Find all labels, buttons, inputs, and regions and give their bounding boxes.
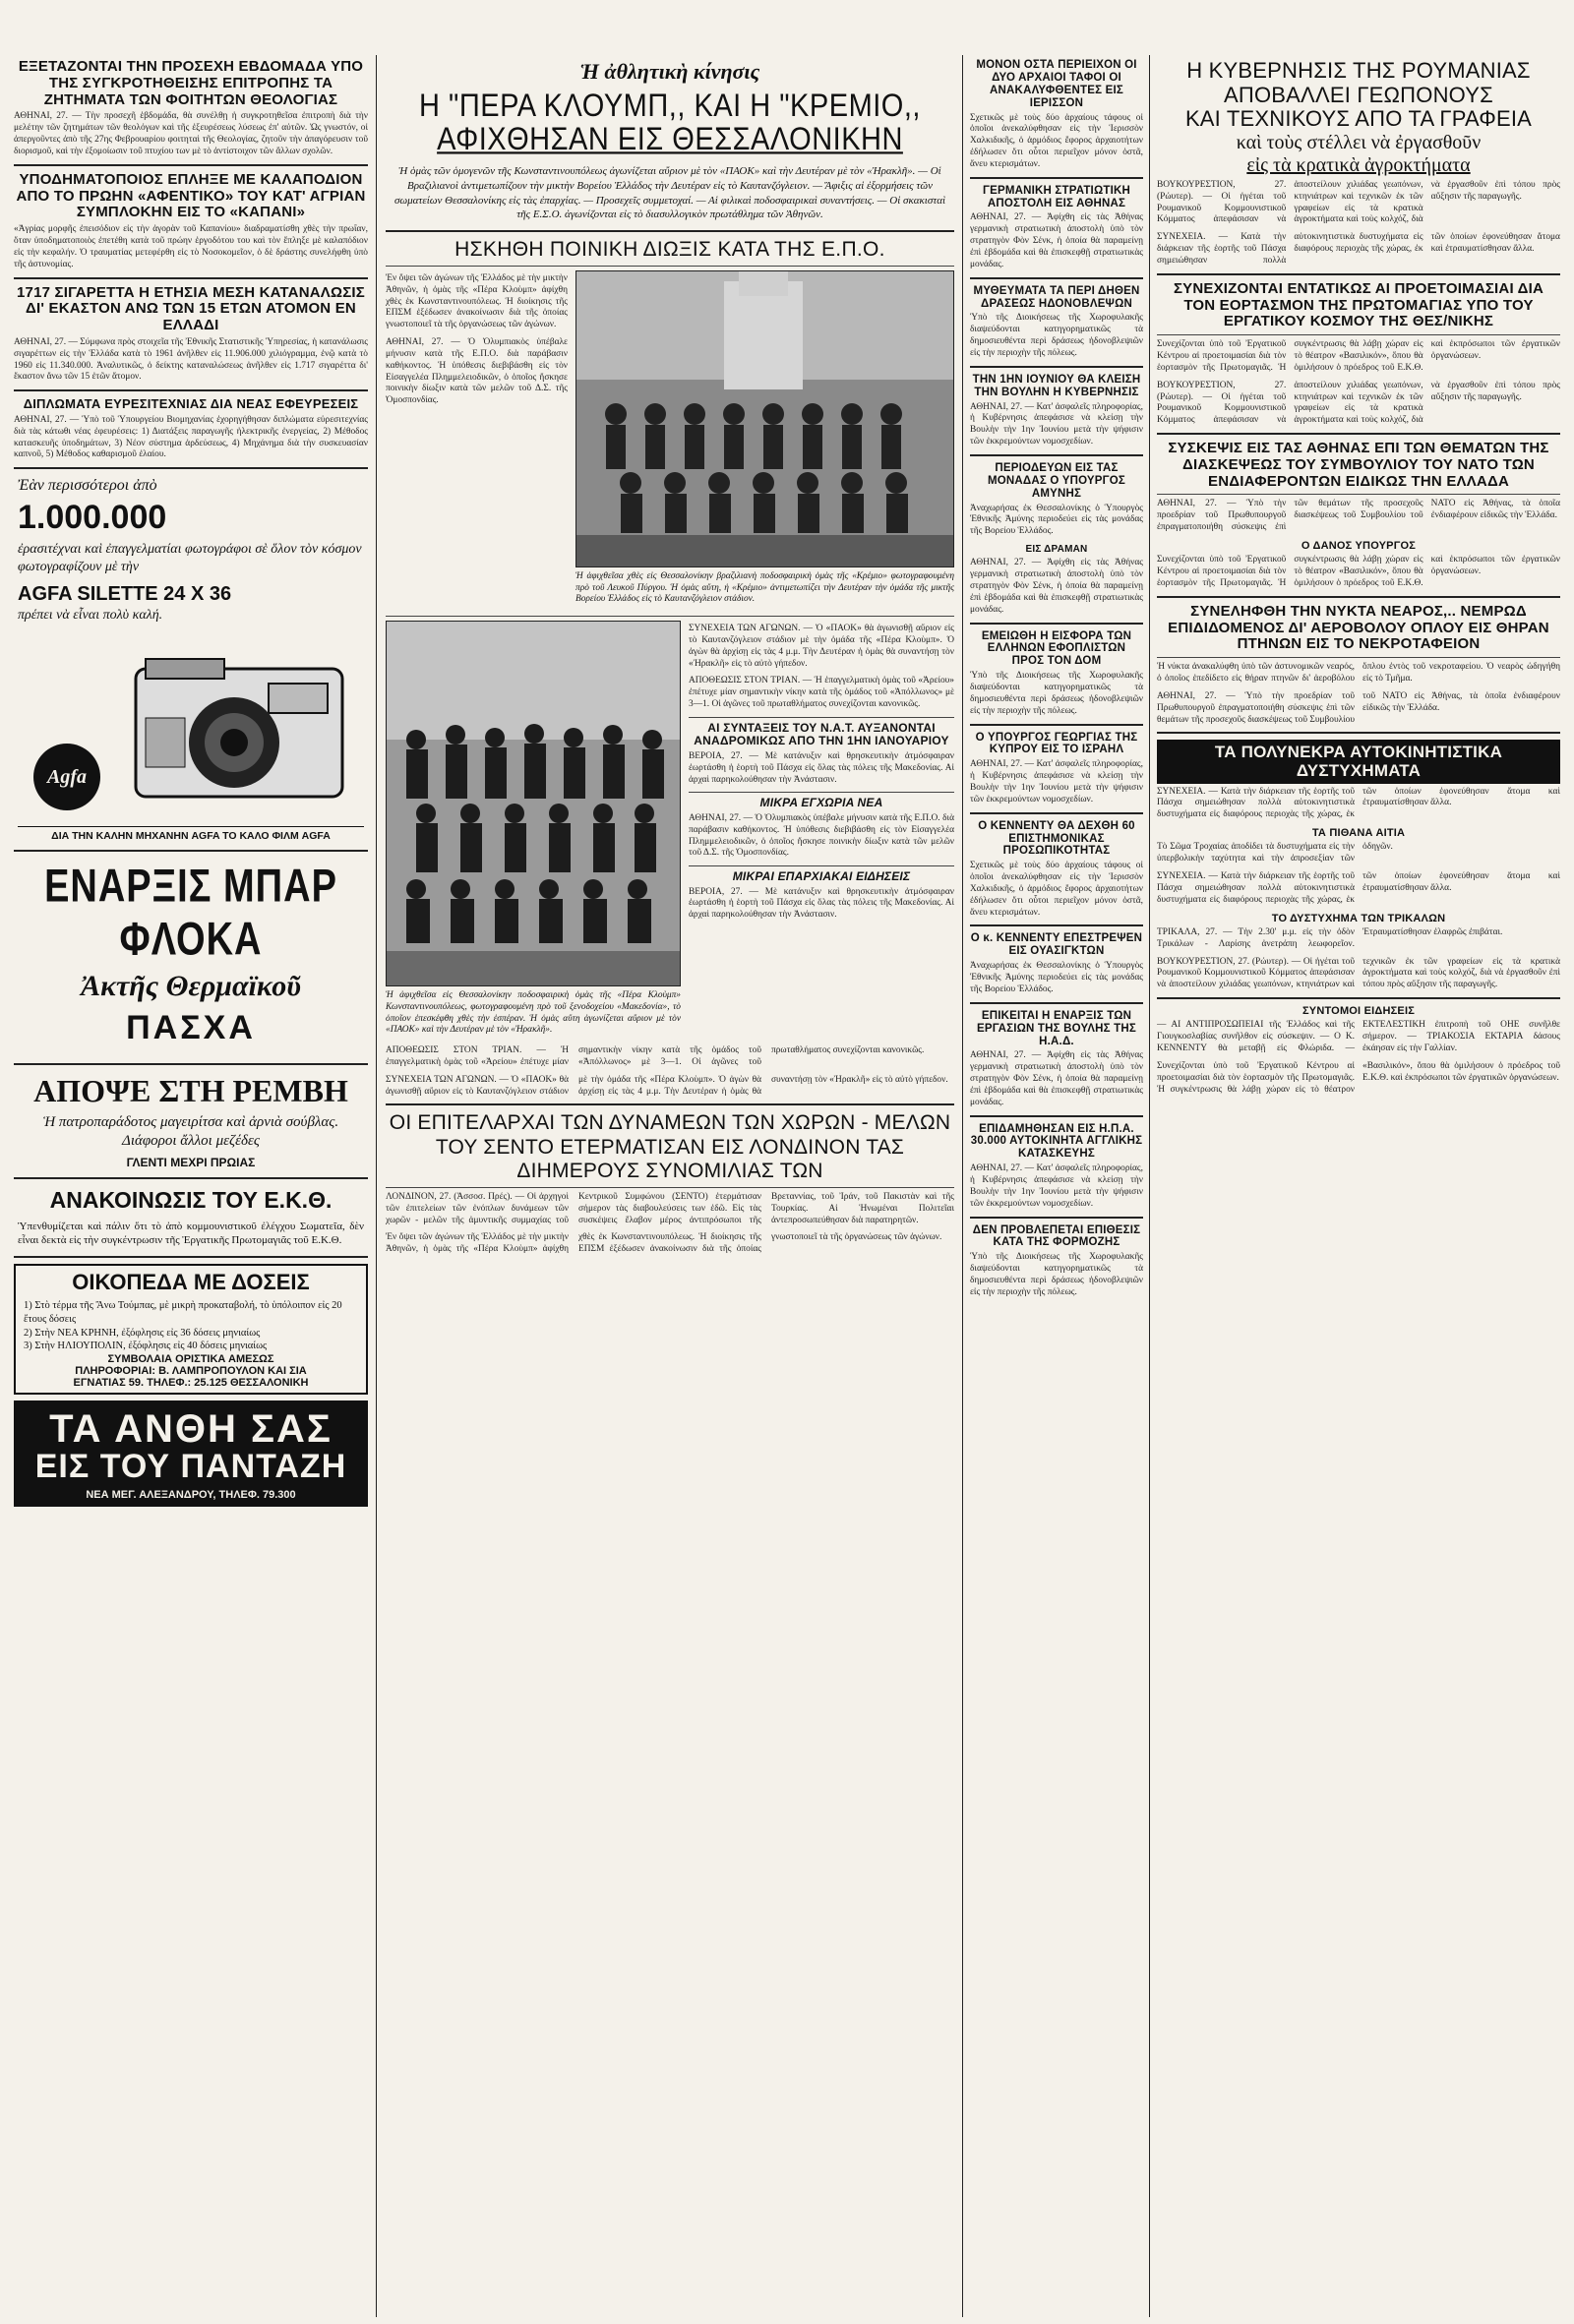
sports-text-column [689,621,954,1043]
article-body: Τὸ Σῶμα Τροχαίας ἀποδίδει τὰ δυστυχήματα εἰς τὴν ὑπερβολικὴν ταχύτητα καὶ τὴν ἀπροσεξίαν τῶν ὁδηγῶν. [1157,842,1393,864]
article-headline: ΟΙ ΕΠΙΤΕΛΑΡΧΑΙ ΤΩΝ ΔΥΝΑΜΕΩΝ ΤΩΝ ΧΩΡΩΝ - ΜΕΛΩΝ ΤΟΥ ΣΕΝΤΟ ΕΤΕΡΜΑΤΙΣΑΝ ΕΙΣ ΛΟΝΔΙΝΟΝ ΤΑΣ ΔΙΗΜΕΡΟΥΣ ΣΥΝΟΜΙΛΙΑΣ ΤΩΝ [389,1111,951,1182]
article-body: Ὑπὸ τῆς Διοικήσεως τῆς Χωροφυλακῆς διαψεύδονται κατηγορηματικῶς τὰ δημοσιευθέντα περὶ δράσεως ἠδονοβλεψιῶν εἰς τὴν περιοχὴν τῆς πόλεως. [970,671,1143,716]
ad-text: Ἡ πατροπαράδοτος μαγειρίτσα καὶ ἀρνιὰ σούβλας. Διάφοροι ἄλλοι μεζέδες [42,1113,339,1150]
article-subhead: ΣΥΝΤΟΜΟΙ ΕΙΔΗΣΕΙΣ [1302,1005,1416,1018]
article-body: ΣΥΝΕΧΕΙΑ ΤΩΝ ΑΓΩΝΩΝ. — Ὁ «ΠΑΟΚ» θὰ ἀγωνισθῇ αὔριον εἰς τὸ Καυτανζόγλειον στάδιον μὲ τὴν ὁμάδα τῆς «Πέρα Κλοὺμπ». Ὁ ἀγὼν θὰ ἀρχίσῃ εἰς τὰς 4 μ.μ. Τὴν Δευτέραν ἡ ὁμὰς θὰ συναντήσῃ τὸν «Ἠρακλῆ» εἰς τὸ αὐτὸ γήπεδον. [386,1074,948,1097]
ad-text: πρέπει νὰ εἶναι πολὺ καλή. [18,607,163,623]
sports-text-column [386,270,568,612]
photo-caption: Ἡ ἀφιχθεῖσα χθὲς εἰς Θεσσαλονίκην βραζιλιανὴ ποδοσφαιρικὴ ὁμὰς τῆς «Κρέμιο» φωτογραφουμένη πρὸ τοῦ Λευκοῦ Πύργου. Ἡ ὁμὰς αὕτη, ἡ «Κρέμιο» ἀντιμετωπίζει τὴν Δευτέραν τὴν ὁμάδα τῆς μικτῆς Βορείου Ἑλλάδος εἰς τὸ Καυτανζόγλειον στάδιον. [575,570,954,605]
article-headline: ΜΟΝΟΝ ΟΣΤΑ ΠΕΡΙΕΙΧΟΝ ΟΙ ΔΥΟ ΑΡΧΑΙΟΙ ΤΑΦΟΙ ΟΙ ΑΝΑΚΑΛΥΦΘΕΝΤΕΣ ΕΙΣ ΙΕΡΙΣΣΟΝ [976,59,1137,109]
article-headline: ΑΙ ΣΥΝΤΑΞΕΙΣ ΤΟΥ Ν.Α.Τ. ΑΥΞΑΝΟΝΤΑΙ ΑΝΑΔΡΟΜΙΚΩΣ ΑΠΟ ΤΗΝ 1ΗΝ ΙΑΝΟΥΑΡΙΟΥ [694,720,949,748]
article-body: ΑΘΗΝΑΙ, 27. — Κατ' ἀσφαλεῖς πληροφορίας, ἡ Κυβέρνησις ἀπεφάσισε νὰ κλείσῃ τὴν Βουλὴν τὴν 1ην Ἰουνίου μετὰ τὴν ψήφισιν τῶν ἐκκρεμούντων νομοσχεδίων. [970,1163,1143,1209]
ad-line: 2) Στὴν ΝΕΑ ΚΡΗΝΗ, ἐξόφλησις εἰς 36 δόσεις μηνιαίως [24,1327,261,1339]
main-headline: Η "ΠΕΡΑ ΚΛΟΥΜΠ,, ΚΑΙ Η "ΚΡΕΜΙΟ,, [419,89,921,124]
news-column [970,59,1143,2311]
article-headline: ΜΙΚΡΑΙ ΕΠΑΡΧΙΑΚΑΙ ΕΙΔΗΣΕΙΣ [732,869,911,884]
article-body: Ἡ νύκτα ἀνακαλύφθη ὑπὸ τῶν ἀστυνομικῶν νεαρός, ὁ ὁποῖος ἐπεδίδετο εἰς θήραν πτηνῶν δι' ἀεροβόλου ὅπλου ἐντὸς τοῦ νεκροταφείου. Ὁ νεαρὸς ὡδηγήθη εἰς τὸ Τμῆμα. [1157,662,1560,685]
ad-text: Ἐὰν περισσότεροι ἀπὸ [18,477,157,495]
article-body: ΑΘΗΝΑΙ, 27. — Ὑπὸ τὴν προεδρίαν τοῦ Πρωθυπουργοῦ ἐπραγματοποιήθη σύσκεψις ἐπὶ τῶν θεμάτων τῆς προσεχοῦς διασκέψεως τοῦ Συμβουλίου τοῦ ΝΑΤΟ εἰς Ἀθήνας, τὰ ὁποῖα ἐνδιαφέρουν εἰδικῶς τὴν Ἑλλάδα. [1157,499,1560,533]
agfa-logo: Agfa [47,765,87,788]
camera-icon [18,629,362,826]
photo-caption: Ἡ ἀφιχθεῖσα εἰς Θεσσαλονίκην ποδοσφαιρικὴ ὁμὰς τῆς «Πέρα Κλοὺμπ» Κωνσταντινουπόλεως, φωτογραφουμένη πρὸ τοῦ ξενοδοχείου «Μακεδονία», τὸ ὁποῖον ἐπεσκέφθη χθὲς τὴν ἑσπέραν. Ἡ ὁμὰς αὕτη ἀγωνίζεται αὔριον μὲ τὸν «ΠΑΟΚ» καὶ τὴν Δευτέραν μὲ τὸν «Ἠρακλῆ». [386,990,681,1036]
team-photo-icon [576,271,953,566]
article-body: ΣΥΝΕΧΕΙΑ. — Κατὰ τὴν διάρκειαν τῆς ἑορτῆς τοῦ Πάσχα σημειώθησαν πολλὰ αὐτοκινητιστικὰ δυστυχήματα εἰς διαφόρους περιοχὰς τῆς χώρας, ἐκ τῶν ὁποίων ἐφονεύθησαν ἄτομα καὶ ἐτραυματίσθησαν ἄλλα. [1157,871,1560,905]
article-body: ΣΥΝΕΧΕΙΑ ΤΩΝ ΑΓΩΝΩΝ. — Ὁ «ΠΑΟΚ» θὰ ἀγωνισθῇ αὔριον εἰς τὸ Καυτανζόγλειον στάδιον μὲ τὴν ὁμάδα τῆς «Πέρα Κλοὺμπ». Ὁ ἀγὼν θὰ ἀρχίσῃ εἰς τὰς 4 μ.μ. Τὴν Δευτέραν ἡ ὁμὰς θὰ συναντήσῃ τὸν «Ἠρακλῆ» εἰς τὸ αὐτὸ γήπεδον. [689,624,954,669]
bar-floka-advertisement [14,858,368,1057]
column-rule [962,55,963,2317]
article-subhead: ΕΙΣ ΔΡΑΜΑΝ [1025,544,1088,556]
team-photo-pera-club [386,621,681,986]
ad-footer: ΝΕΑ ΜΕΓ. ΑΛΕΞΑΝΔΡΟΥ, ΤΗΛΕΦ. 79.300 [86,1488,296,1501]
article-deck: Ἡ ὁμὰς τῶν ὁμογενῶν τῆς Κωνσταντινουπόλεως ἀγωνίζεται αὔριον μὲ τὸν «ΠΑΟΚ» καὶ τὴν Δευτέραν μὲ τὸν «Ἠρακλῆ». — Οἱ Βραζιλιανοὶ ἀντιμετωπίζουν τὴν μικτὴν Βορείου Ἑλλάδος τὴν Δευτέραν εἰς τὸ Καυτανζόγλειον. — Ἄφιξις αἱ ἐξορμήσεις τῶν σωματείων Θεσσαλονίκης εἰς τὰς ἐπαρχίας. — Προσεχεῖς συμμετοχαί. — Αἱ φιλικαὶ ποδοσφαιρικαὶ συναντήσεις. — Οἱ σκακισταὶ τῆς Ε.Σ.Ο. ἀγωνίζονται εἰς τὸ διασυλλογικὸν πρωτάθλημα τῶν Ἀθηνῶν. [394,164,946,221]
article-body: ΑΘΗΝΑΙ, 27. — Κατ' ἀσφαλεῖς πληροφορίας, ἡ Κυβέρνησις ἀπεφάσισε νὰ κλείσῃ τὴν Βουλὴν τὴν 1ην Ἰουνίου μετὰ τὴν ψήφισιν τῶν ἐκκρεμούντων νομοσχεδίων. [970,759,1143,804]
ad-headline: ΕΝΑΡΞΙΣ ΜΠΑΡ ΦΛΟΚΑ [44,860,337,966]
article-subhead: ΤΑ ΠΙΘΑΝΑ ΑΙΤΙΑ [1311,827,1406,840]
article-headline: Ο ΥΠΟΥΡΓΟΣ ΓΕΩΡΓΙΑΣ ΤΗΣ ΚΥΠΡΟΥ ΕΙΣ ΤΟ ΙΣΡΑΗΛ [975,731,1138,756]
ad-headline: ΑΝΑΚΟΙΝΩΣΙΣ ΤΟΥ Ε.Κ.Θ. [49,1186,333,1213]
ad-text: ἐρασιτέχναι καὶ ἐπαγγελματίαι φωτογράφοι σὲ ὅλον τὸν κόσμον φωτογραφίζουν μὲ τὴν [18,542,362,575]
right-column [1157,59,1560,2311]
ad-big-text: ΠΑΣΧΑ [126,1008,256,1046]
article-body: ΑΘΗΝΑΙ, 27. — Τὴν προσεχῆ ἑβδομάδα, θὰ συνέλθῃ ἡ συγκροτηθεῖσα ἐπιτροπὴ διὰ τὴν μελέτην τῶν ζητημάτων τῶν θεολόγων καὶ τῆς ἐξευρέσεως λύσεως ἐπ' αὐτῶν. Ὡς γνωστόν, οἱ ἀπεργοῦντες ἀπὸ τῆς 27ης Φεβρουαρίου φοιτηταὶ τῆς Θεολογίας, ζητοῦν τὴν ἀπαγόρευσιν τοῦ διορισμοῦ, καὶ τὴν ἐξομοίωσιν τοῦ πτυχίου των μὲ τὸ ἀντίστοιχον τῶν ἄλλων σχολῶν. [14,111,368,156]
sports-row-1 [386,270,954,612]
article-body: ΑΘΗΝΑΙ, 27. — Σύμφωνα πρὸς στοιχεῖα τῆς Ἐθνικῆς Στατιστικῆς Ὑπηρεσίας, ἡ κατανάλωσις σιγαρέττων εἰς τὴν Ἑλλάδα κατὰ τὸ 1961 ἀνῆλθεν εἰς 11.906.000 χιλιόγραμμα, ἐνῷ κατὰ τὸ 1960 εἰς 11.340.000. Ἀναλυτικῶς, ὁ δείκτης καταναλώσεως ἀνῆλθεν εἰς 1.717 σιγαρέττα δι' ἕκαστον ἄνω τῶν 15 ἐτῶν ἄτομον. [14,336,368,383]
article-headline: ΠΕΡΙΟΔΕΥΩΝ ΕΙΣ ΤΑΣ ΜΟΝΑΔΑΣ Ο ΥΠΟΥΡΓΟΣ ΑΜΥΝΗΣ [987,461,1126,500]
article-body: — ΑΙ ΑΝΤΙΠΡΟΣΩΠΕΙΑΙ τῆς Ἑλλάδος καὶ τῆς Γιουγκοσλαβίας συνῆλθον εἰς σύσκεψιν. — Ο Κ. ΚΕΝΝΕΝΤΥ θὰ μεταβῇ εἰς Φλώριδα. — ΕΚΤΕΛΕΣΤΙΚΗ ἐπιτροπὴ τοῦ ΟΗΕ συνῆλθε σήμερον. — ΤΡΙΑΚΟΣΙΑ ΕΚΤΑΡΙΑ δάσους ἐκάησαν εἰς τὴν Γαλλίαν. [1157,1020,1560,1054]
article-body: ΑΘΗΝΑΙ, 27. — Ἀφίχθη εἰς τὰς Ἀθήνας γερμανικὴ στρατιωτικὴ ἀποστολὴ ὑπὸ τὸν στρατηγὸν Φὸν Σένκ, ἡ ὁποία θὰ παραμείνῃ ἐπὶ ἑβδομάδα καὶ θὰ ἐπισκεφθῇ στρατιωτικὰς μονάδας. [970,1050,1143,1107]
article-body: Σχετικῶς μὲ τοὺς δύο ἀρχαίους τάφους οἱ ὁποῖοι ἀνεκαλύφθησαν εἰς τὴν Ἱερισσὸν Χαλκιδικῆς, ὁ ἀρμόδιος ἔφορος ἀρχαιοτήτων ἐδήλωσεν ὅτι οὗτοι περιεῖχον μόνον ὀστᾶ, ἄνευ κτερισμάτων. [970,112,1143,169]
article-body: ΑΘΗΝΑΙ, 27. — Ὑπὸ τὴν προεδρίαν τοῦ Πρωθυπουργοῦ ἐπραγματοποιήθη σύσκεψις ἐπὶ τῶν θεμάτων τῆς προσεχοῦς διασκέψεως τοῦ Συμβουλίου τοῦ ΝΑΤΟ εἰς Ἀθήνας, τὰ ὁποῖα ἐνδιαφέρουν εἰδικῶς τὴν Ἑλλάδα. [1157,690,1560,725]
article-headline: ΜΙΚΡΑ ΕΓΧΩΡΙΑ ΝΕΑ [759,796,883,810]
article-body: ΑΘΗΝΑΙ, 27. — Ὁ Ὀλυμπιακὸς ὑπέβαλε μήνυσιν κατὰ τῆς Ε.Π.Ο. διὰ παράβασιν καθήκοντος. Ἡ ὑπόθεσις διεβιβάσθη εἰς τὸν Εἰσαγγελέα Πλημμελειοδικῶν, ὁ ὁποῖος ἤσκησε ποινικὴν δίωξιν κατὰ τῶν μελῶν τοῦ Δ.Σ. τῆς Ὁμοσπονδίας. [386,337,568,406]
article-body: ΒΕΡΟΙΑ, 27. — Μὲ κατάνυξιν καὶ θρησκευτικὴν ἀτμόσφαιραν ἐωρτάσθη ἡ ἑορτὴ τοῦ Πάσχα εἰς ὅλας τὰς πόλεις τῆς Μακεδονίας. Αἱ ἀρχαὶ παρηκολούθησαν τὴν Ἀνάστασιν. [689,886,954,921]
main-headline: ΚΑΙ ΤΕΧΝΙΚΟΥΣ ΑΠΟ ΤΑ ΓΡΑΦΕΙΑ [1184,106,1533,132]
flowers-advertisement [14,1400,368,1507]
article-body: ΣΥΝΕΧΕΙΑ. — Κατὰ τὴν διάρκειαν τῆς ἑορτῆς τοῦ Πάσχα σημειώθησαν πολλὰ αὐτοκινητιστικὰ δυστυχήματα εἰς διαφόρους περιοχὰς τῆς χώρας, ἐκ τῶν ὁποίων ἐφονεύθησαν ἄτομα καὶ ἐτραυματίσθησαν ἄλλα. [1157,232,1560,266]
article-body: Ἐν ὄψει τῶν ἀγώνων τῆς Ἑλλάδος μὲ τὴν μικτὴν Ἀθηνῶν, ἡ ὁμὰς τῆς «Πέρα Κλοὺμπ» ἀφίχθη χθὲς ἐκ Κωνσταντινουπόλεως. Ἡ διοίκησις τῆς ΕΠΣΜ ἐξέδωσεν ἀνακοίνωσιν διὰ τῆς ὁποίας γνωστοποιεῖ τὰ τῆς ὀργανώσεως τῶν ἀγώνων. [386,1232,942,1255]
article-body: Συνεχίζονται ὑπὸ τοῦ Ἐργατικοῦ Κέντρου αἱ προετοιμασίαι διὰ τὸν ἑορτασμὸν τῆς Πρωτομαγιᾶς. Ἡ συγκέντρωσις θὰ λάβῃ χώραν εἰς τὸ θέατρον «Βασιλικόν», ὅπου θὰ ὁμιλήσουν ὁ πρόεδρος τοῦ Ε.Κ.Θ. καὶ ἐκπρόσωποι τῶν ἐργατικῶν ὀργανώσεων. [1157,339,1560,373]
ad-line: ΕΓΝΑΤΙΑΣ 59. ΤΗΛΕΦ.: 25.125 ΘΕΣΣΑΛΟΝΙΚΗ [73,1376,309,1389]
article-body: Ὑπὸ τῆς Διοικήσεως τῆς Χωροφυλακῆς διαψεύδονται κατηγορηματικῶς τὰ δημοσιευθέντα περὶ δράσεως ἠδονοβλεψιῶν εἰς τὴν περιοχὴν τῆς πόλεως. [970,313,1143,358]
article-headline: ΣΥΣΚΕΨΙΣ ΕΙΣ ΤΑΣ ΑΘΗΝΑΣ ΕΠΙ ΤΩΝ ΘΕΜΑΤΩΝ ΤΗΣ ΔΙΑΣΚΕΨΕΩΣ ΤΟΥ ΣΥΜΒΟΥΛΙΟΥ ΤΟΥ ΝΑΤΟ ΤΩΝ ΕΝΔΙΑΦΕΡΟΝΤΩΝ ΕΙΔΙΚΩΣ ΤΗΝ ΕΛΛΑΔΑ [1168,440,1549,490]
column-rule [376,55,377,2317]
article-body: Σχετικῶς μὲ τοὺς δύο ἀρχαίους τάφους οἱ ὁποῖοι ἀνεκαλύφθησαν εἰς τὴν Ἱερισσὸν Χαλκιδικῆς, ὁ ἀρμόδιος ἔφορος ἀρχαιοτήτων ἐδήλωσεν ὅτι οὗτοι περιεῖχον μόνον ὀστᾶ, ἄνευ κτερισμάτων. [970,861,1143,918]
article-headline: 1717 ΣΙΓΑΡΕΤΤΑ Η ΕΤΗΣΙΑ ΜΕΣΗ ΚΑΤΑΝΑΛΩΣΙΣ ΔΙ' ΕΚΑΣΤΟΝ ΑΝΩ ΤΩΝ 15 ΕΤΩΝ ΑΤΟΜΟΝ ΕΝ ΕΛΛΑΔΙ [17,283,365,334]
article-headline: Ο ΚΕΝΝΕΝΤΥ ΘΑ ΔΕΧΘΗ 60 ΕΠΙΣΤΗΜΟΝΙΚΑΣ ΠΡΟΣΩΠΙΚΟΤΗΤΑΣ [978,819,1135,858]
ad-line: ΣΥΜΒΟΛΑΙΑ ΟΡΙΣΤΙΚΑ ΑΜΕΣΩΣ [107,1352,274,1365]
agfa-advertisement [14,475,368,843]
article-headline: ΕΠΙΚΕΙΤΑΙ Η ΕΝΑΡΞΙΣ ΤΩΝ ΕΡΓΑΣΙΩΝ ΤΗΣ ΒΟΥΛΗΣ ΤΗΣ Η.Α.Δ. [976,1009,1136,1047]
article-headline: ΤΑ ΠΟΛΥΝΕΚΡΑ ΑΥΤΟΚΙΝΗΤΙΣΤΙΚΑ ΔΥΣΤΥΧΗΜΑΤΑ [1157,740,1560,783]
article-headline: ΥΠΟΔΗΜΑΤΟΠΟΙΟΣ ΕΠΛΗΞΕ ΜΕ ΚΑΛΑΠΟΔΙΟΝ ΑΠΟ ΤΟ ΠΡΩΗΝ «ΑΦΕΝΤΙΚΟ» ΤΟΥ ΚΑΤ' ΑΓΡΙΑΝ ΣΥΜΠΛΟΚΗΝ ΕΙΣ ΤΟ «ΚΑΠΑΝΙ» [16,170,366,221]
article-body: ΑΘΗΝΑΙ, 27. — Ἀφίχθη εἰς τὰς Ἀθήνας γερμανικὴ στρατιωτικὴ ἀποστολὴ ὑπὸ τὸν στρατηγὸν Φὸν Σένκ, ἡ ὁποία θὰ παραμείνῃ ἐπὶ ἑβδομάδα καὶ θὰ ἐπισκεφθῇ στρατιωτικὰς μονάδας. [970,558,1143,615]
ad-line: 1) Στὸ τέρμα τῆς Ἄνω Τούμπας, μὲ μικρὴ προκαταβολή, τὸ ὑπόλοιπον εἰς 20 ἔτους δόσεις [24,1300,342,1325]
land-plots-advertisement [14,1264,368,1395]
article-body: Συνεχίζονται ὑπὸ τοῦ Ἐργατικοῦ Κέντρου αἱ προετοιμασίαι διὰ τὸν ἑορτασμὸν τῆς Πρωτομαγιᾶς. Ἡ συγκέντρωσις θὰ λάβῃ χώραν εἰς τὸ θέατρον «Βασιλικόν», ὅπου θὰ ὁμιλήσουν ὁ πρόεδρος τοῦ Ε.Κ.Θ. καὶ ἐκπρόσωποι τῶν ἐργατικῶν ὀργανώσεων. [1157,555,1560,588]
photo-block [386,621,681,1043]
article-body: ΑΘΗΝΑΙ, 27. — Ὑπὸ τοῦ Ὑπουργείου Βιομηχανίας ἐχορηγήθησαν διπλώματα εὑρεσιτεχνίας διὰ τὰς κάτωθι νέας ἐφευρέσεις: 1) Διατάξεις παραγωγῆς ἠλεκτρικῆς ἐνεργείας, 2) Μέθοδος κατασκευῆς ὑποδημάτων, 3) Νέον σύστημα ἀρδεύσεως, 4) Μηχάνημα διὰ τὴν συσκευασίαν καπνοῦ, 5) Μέθοδος καθαρισμοῦ ἐλαίου. [14,414,368,460]
article-body: ΑΘΗΝΑΙ, 27. — Ὁ Ὀλυμπιακὸς ὑπέβαλε μήνυσιν κατὰ τῆς Ε.Π.Ο. διὰ παράβασιν καθήκοντος. Ἡ ὑπόθεσις διεβιβάσθη εἰς τὸν Εἰσαγγελέα Πλημμελειοδικῶν, ὁ ὁποῖος ἤσκησε ποινικὴν δίωξιν κατὰ τῶν μελῶν τοῦ Δ.Σ. τῆς Ὁμοσπονδίας. [689,812,954,859]
main-headline: Η ΚΥΒΕΡΝΗΣΙΣ ΤΗΣ ΡΟΥΜΑΝΙΑΣ [1186,59,1531,83]
main-headline: εἰς τὰ κρατικὰ ἀγροκτήματα [1246,153,1471,176]
article-body: ΒΟΥΚΟΥΡΕΣΤΙΟΝ, 27. (Ρώυτερ). — Οἱ ἡγέται τοῦ Ρουμανικοῦ Κομμουνιστικοῦ Κόμματος ἀπεφάσισαν νὰ ἀποστείλουν χιλιάδας γεωπόνων, κτηνιάτρων καὶ τεχνικῶν ἐκ τῶν γραφείων εἰς τὰ κρατικὰ ἀγροκτήματα καὶ τοὺς κολχόζ, διὰ νὰ ἐργασθοῦν ἐπὶ τόπου πρὸς αὔξησιν τῆς παραγωγῆς. [1157,380,1560,426]
article-body: Συνεχίζονται ὑπὸ τοῦ Ἐργατικοῦ Κέντρου αἱ προετοιμασίαι διὰ τὸν ἑορτασμὸν τῆς Πρωτομαγιᾶς. Ἡ συγκέντρωσις θὰ λάβῃ χώραν εἰς τὸ θέατρον «Βασιλικόν», ὅπου θὰ ὁμιλήσουν ὁ πρόεδρος τοῦ Ε.Κ.Θ. καὶ ἐκπρόσωποι τῶν ἐργατικῶν ὀργανώσεων. [1157,1060,1560,1095]
article-headline: ΔΙΠΛΩΜΑΤΑ ΕΥΡΕΣΙΤΕΧΝΙΑΣ ΔΙΑ ΝΕΑΣ ΕΦΕΥΡΕΣΕΙΣ [23,396,359,412]
ad-headline: ΕΙΣ ΤΟΥ ΠΑΝΤΑΖΗ [34,1447,347,1485]
article-body: Ὑπὸ τῆς Διοικήσεως τῆς Χωροφυλακῆς διαψεύδονται κατηγορηματικῶς τὰ δημοσιευθέντα περὶ δράσεως ἠδονοβλεψιῶν εἰς τὴν περιοχὴν τῆς πόλεως. [970,1252,1143,1297]
article-subhead: Ο ΔΑΝΟΣ ΥΠΟΥΡΓΟΣ [1301,540,1417,552]
article-body: Ἐν ὄψει τῶν ἀγώνων τῆς Ἑλλάδος μὲ τὴν μικτὴν Ἀθηνῶν, ἡ ὁμὰς τῆς «Πέρα Κλοὺμπ» ἀφίχθη χθὲς ἐκ Κωνσταντινουπόλεως. Ἡ διοίκησις τῆς ΕΠΣΜ ἐξέδωσεν ἀνακοίνωσιν διὰ τῆς ὁποίας γνωστοποιεῖ τὰ τῆς ὀργανώσεως τῶν ἀγώνων. [386,272,568,330]
article-headline: ΕΞΕΤΑΖΟΝΤΑΙ ΤΗΝ ΠΡΟΣΕΧΗ ΕΒΔΟΜΑΔΑ ΥΠΟ ΤΗΣ ΣΥΓΚΡΟΤΗΘΕΙΣΗΣ ΕΠΙΤΡΟΠΗΣ ΤΑ ΖΗΤΗΜΑΤΑ ΤΩΝ ΦΟΙΤΗΤΩΝ ΘΕΟΛΟΓΙΑΣ [18,59,364,108]
article-body: ΒΟΥΚΟΥΡΕΣΤΙΟΝ, 27. (Ρώυτερ). — Οἱ ἡγέται τοῦ Ρουμανικοῦ Κομμουνιστικοῦ Κόμματος ἀπεφάσισαν νὰ ἀποστείλουν χιλιάδας γεωπόνων, κτηνιάτρων καὶ τεχνικῶν ἐκ τῶν γραφείων εἰς τὰ κρατικὰ ἀγροκτήματα καὶ τοὺς κολχόζ, διὰ νὰ ἐργασθοῦν ἐπὶ τόπου πρὸς αὔξησιν τῆς παραγωγῆς. [1157,179,1560,225]
article-body: ΑΠΟΘΕΩΣΙΣ ΣΤΟΝ ΤΡΙΑΝ. — Ἡ ἐπαγγελματικὴ ὁμὰς τοῦ «Ἀρείου» ἐπέτυχε μίαν σημαντικὴν νίκην κατὰ τῆς ὁμάδος τοῦ «Ἀπόλλωνος» μὲ 3—1. Οἱ ἀγῶνες τοῦ πρωταθλήματος συνεχίζονται κανονικῶς. [689,676,954,710]
article-headline: ΣΥΝΕΧΙΖΟΝΤΑΙ ΕΝΤΑΤΙΚΩΣ ΑΙ ΠΡΟΕΤΟΙΜΑΣΙΑΙ ΔΙΑ ΤΟΝ ΕΟΡΤΑΣΜΟΝ ΤΗΣ ΠΡΩΤΟΜΑΓΙΑΣ ΥΠΟ ΤΟΥ ΕΡΓΑΤΙΚΟΥ ΚΟΣΜΟΥ ΤΗΣ ΘΕΣ/ΝΙΚΗΣ [1173,279,1544,330]
column-rule [1149,55,1150,2317]
article-headline: ΜΥΘΕΥΜΑΤΑ ΤΑ ΠΕΡΙ ΔΗΘΕΝ ΔΡΑΣΕΩΣ ΗΔΟΝΟΒΛΕΨΩΝ [973,284,1140,310]
team-photo-kremio [575,270,954,567]
team-photo-icon [387,622,681,985]
article-subhead: ΤΟ ΔΥΣΤΥΧΗΜΑ ΤΩΝ ΤΡΙΚΑΛΩΝ [1271,912,1446,924]
article-body: Ἀναχωρήσας ἐκ Θεσσαλονίκης ὁ Ὑπουργὸς Ἐθνικῆς Ἀμύνης περιοδεύει εἰς τὰς μονάδας τῆς Βορείου Ἑλλάδος. [970,961,1143,994]
ad-footer: ΓΛΕΝΤΙ ΜΕΧΡΙ ΠΡΩΙΑΣ [126,1155,256,1169]
main-headline: ΑΠΟΒΑΛΛΕΙ ΓΕΩΠΟΝΟΥΣ [1224,82,1493,107]
article-body: ΒΕΡΟΙΑ, 27. — Μὲ κατάνυξιν καὶ θρησκευτικὴν ἀτμόσφαιραν ἐωρτάσθη ἡ ἑορτὴ τοῦ Πάσχα εἰς ὅλας τὰς πόλεις τῆς Μακεδονίας. Αἱ ἀρχαὶ παρηκολούθησαν τὴν Ἀνάστασιν. [689,750,954,785]
ad-number: 1.000.000 [18,499,167,537]
sports-row-2 [386,621,954,1043]
article-body: ΣΥΝΕΧΕΙΑ. — Κατὰ τὴν διάρκειαν τῆς ἑορτῆς τοῦ Πάσχα σημειώθησαν πολλὰ αὐτοκινητιστικὰ δυστυχήματα εἰς διαφόρους περιοχὰς τῆς χώρας, ἐκ τῶν ὁποίων ἐφονεύθησαν ἄτομα καὶ ἐτραυματίσθησαν ἄλλα. [1157,786,1560,820]
article-headline: Ο κ. ΚΕΝΝΕΝΤΥ ΕΠΕΣΤΡΕΨΕΝ ΕΙΣ ΟΥΑΣΙΓΚΤΩΝ [970,932,1143,958]
camera-illustration [18,629,364,826]
ad-subheadline: Ἀκτῆς Θερμαϊκοῦ [81,969,301,1002]
article-body: ΛΟΝΔΙΝΟΝ, 27. (Ἀσσοσ. Πρές). — Οἱ ἀρχηγοὶ τῶν ἐπιτελείων τῶν ἐνόπλων δυνάμεων τῶν χωρῶν - μελῶν τῆς ἀμυντικῆς συμμαχίας τοῦ Κεντρικοῦ Συμφώνου (ΣΕΝΤΟ) ἐτερμάτισαν σήμερον τὰς διαβουλεύσεις των ἐδῶ. Εἰς τὰς συσκέψεις ἔλαβον μέρος ἀντιπρόσωποι τῆς Βρεταννίας, τοῦ Ἰράν, τοῦ Πακιστὰν καὶ τῆς Τουρκίας. Αἱ Ἡνωμέναι Πολιτεῖαι ἀντεπροσωπεύθησαν διὰ παρατηρητῶν. [386,1191,954,1225]
article-body: ΑΘΗΝΑΙ, 27. — Ἀφίχθη εἰς τὰς Ἀθήνας γερμανικὴ στρατιωτικὴ ἀποστολὴ ὑπὸ τὸν στρατηγὸν Φὸν Σένκ, ἡ ὁποία θὰ παραμείνῃ ἐπὶ ἑβδομάδα καὶ θὰ ἐπισκεφθῇ στρατιωτικὰς μονάδας. [970,212,1143,269]
article-body: «Ἀγρίας μορφῆς ἐπεισόδιον εἰς τὴν ἀγορὰν τοῦ Καπανίου» διαδραματίσθη χθὲς τὴν πρωΐαν, ὅταν ὑποδηματοποιὸς ἐπετέθη κατὰ τοῦ πρώην ἐργοδότου του καὶ τὸν ἔπληξε μὲ καλαπόδιον εἰς τὴν κεφαλήν. Ὁ τραυματίας μετεφέρθη εἰς τὸ Νοσοκομεῖον, ὁ δὲ δράστης συνελήφθη ὑπὸ τῆς ἀστυνομίας. [14,224,368,269]
article-headline: ΣΥΝΕΛΗΦΘΗ ΤΗΝ ΝΥΚΤΑ ΝΕΑΡΟΣ,.. ΝΕΜΡΩΔ ΕΠΙΔΙΔΟΜΕΝΟΣ ΔΙ' ΑΕΡΟΒΟΛΟΥ ΟΠΛΟΥ ΕΙΣ ΘΗΡΑΝ ΠΤΗΝΩΝ ΕΙΣ ΤΟ ΝΕΚΡΟΤΑΦΕΙΟΝ [1168,602,1549,653]
article-headline: ΔΕΝ ΠΡΟΒΛΕΠΕΤΑΙ ΕΠΙΘΕΣΙΣ ΚΑΤΑ ΤΗΣ ΦΟΡΜΟΖΗΣ [972,1223,1141,1249]
article-headline: ΕΜΕΙΩΘΗ Η ΕΙΣΦΟΡΑ ΤΩΝ ΕΛΛΗΝΩΝ ΕΦΟΠΛΙΣΤΩΝ ΠΡΟΣ ΤΟΝ ΔΟΜ [981,629,1132,668]
rembi-advertisement [14,1071,368,1171]
article-headline: ΤΗΝ 1ΗΝ ΙΟΥΝΙΟΥ ΘΑ ΚΛΕΙΣΗ ΤΗΝ ΒΟΥΛΗΝ Η ΚΥΒΕΡΝΗΣΙΣ [972,373,1141,398]
photo-block [575,270,954,612]
article-headline: ΗΣΚΗΘΗ ΠΟΙΝΙΚΗ ΔΙΩΞΙΣ ΚΑΤΑ ΤΗΣ Ε.Π.Ο. [454,238,885,262]
main-headline: ΑΦΙΧΘΗΣΑΝ ΕΙΣ ΘΕΣΣΑΛΟΝΙΚΗΝ [437,122,903,158]
ad-headline: ΟΙΚΟΠΕΔΑ ΜΕ ΔΟΣΕΙΣ [72,1270,310,1295]
section-kicker: Ἡ ἀθλητικὴ κίνησις [579,59,760,84]
ad-text: Ὑπενθυμίζεται καὶ πάλιν ὅτι τὸ ἀπὸ κομμουνιστικοῦ ἐλέγχου Σωματεῖα, δὲν εἶναι δεκτὰ εἰς τὴν συγκέντρωσιν τῆς Ἐργατικῆς Πρωτομαγιᾶς τοῦ Ε.Κ.Θ. [18,1220,364,1247]
main-headline: καὶ τοὺς στέλλει νὰ ἐργασθοῦν [1236,131,1482,153]
article-body: ΑΘΗΝΑΙ, 27. — Κατ' ἀσφαλεῖς πληροφορίας, ἡ Κυβέρνησις ἀπεφάσισε νὰ κλείσῃ τὴν Βουλὴν τὴν 1ην Ἰουνίου μετὰ τὴν ψήφισιν τῶν ἐκκρεμούντων νομοσχεδίων. [970,401,1143,447]
article-body: Ἀναχωρήσας ἐκ Θεσσαλονίκης ὁ Ὑπουργὸς Ἐθνικῆς Ἀμύνης περιοδεύει εἰς τὰς μονάδας τῆς Βορείου Ἑλλάδος. [970,503,1143,537]
ad-line: ΠΛΗΡΟΦΟΡΙΑΙ: Β. ΛΑΜΠΡΟΠΟΥΛΟΝ ΚΑΙ ΣΙΑ [75,1364,307,1377]
ad-line: 3) Στὴν ΗΛΙΟΥΠΟΛΙΝ, ἐξόφλησις εἰς 40 δόσεις μηνιαίως [24,1341,268,1352]
article-headline: ΕΠΙΔΑΜΗΘΗΣΑΝ ΕΙΣ Η.Π.Α. 30.000 ΑΥΤΟΚΙΝΗΤΑ ΑΓΓΛΙΚΗΣ ΚΑΤΑΣΚΕΥΗΣ [970,1122,1143,1161]
ad-headline: ΑΠΟΨΕ ΣΤΗ ΡΕΜΒΗ [33,1072,348,1108]
sports-section [386,59,954,2311]
article-body: ΑΠΟΘΕΩΣΙΣ ΣΤΟΝ ΤΡΙΑΝ. — Ἡ ἐπαγγελματικὴ ὁμὰς τοῦ «Ἀρείου» ἐπέτυχε μίαν σημαντικὴν νίκην κατὰ τῆς ὁμάδος τοῦ «Ἀπόλλωνος» μὲ 3—1. Οἱ ἀγῶνες τοῦ πρωταθλήματος συνεχίζονται κανονικῶς. [386,1045,925,1067]
ad-brand: AGFA SILETTE 24 X 36 [18,582,232,605]
left-column [14,59,368,2311]
article-body: ΒΟΥΚΟΥΡΕΣΤΙΟΝ, 27. (Ρώυτερ). — Οἱ ἡγέται τοῦ Ρουμανικοῦ Κομμουνιστικοῦ Κόμματος ἀπεφάσισαν νὰ ἀποστείλουν χιλιάδας γεωπόνων, κτηνιάτρων καὶ τεχνικῶν ἐκ τῶν γραφείων εἰς τὰ κρατικὰ ἀγροκτήματα καὶ τοὺς κολχόζ, διὰ νὰ ἐργασθοῦν ἐπὶ τόπου πρὸς αὔξησιν τῆς παραγωγῆς. [1157,956,1560,990]
article-body: ΤΡΙΚΑΛΑ, 27. — Τὴν 2.30' μ.μ. εἰς τὴν ὁδὸν Τρικάλων - Λαρίσης ἀνετράπη λεωφορεῖον. Ἐτραυματίσθησαν ἐλαφρῶς ἐπιβάται. [1157,926,1503,949]
article-headline: ΓΕΡΜΑΝΙΚΗ ΣΤΡΑΤΙΩΤΙΚΗ ΑΠΟΣΤΟΛΗ ΕΙΣ ΑΘΗΝΑΣ [982,184,1130,209]
ad-headline: ΤΑ ΑΝΘΗ ΣΑΣ [49,1406,333,1451]
ad-footer: ΔΙΑ ΤΗΝ ΚΑΛΗΝ ΜΗΧΑΝΗΝ AGFA ΤΟ ΚΑΛΟ ΦΙΛΜ AGFA [18,826,364,842]
ekth-announcement [14,1185,368,1251]
